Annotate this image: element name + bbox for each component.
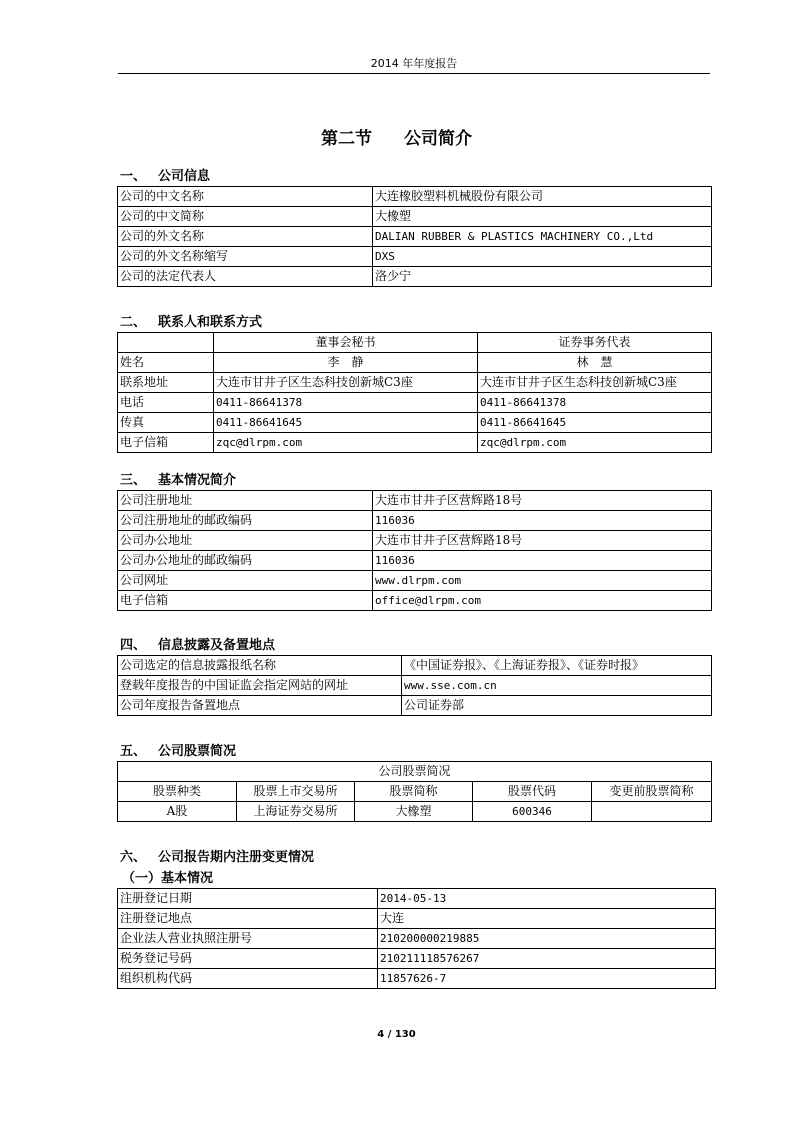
value-cell: 11857626-7 — [378, 969, 716, 989]
value-cell: 大连 — [378, 909, 716, 929]
header-cell: 股票种类 — [118, 782, 237, 802]
value-cell: A股 — [118, 802, 237, 822]
value-cell: 116036 — [373, 551, 712, 571]
table-row — [118, 511, 712, 531]
section-heading-basic-info — [120, 469, 236, 488]
value-cell: 210211118576267 — [378, 949, 716, 969]
table-row — [118, 591, 712, 611]
table-row — [118, 491, 712, 511]
table-row — [118, 949, 716, 969]
value-cell: 大连市甘井子区营辉路18号 — [373, 531, 712, 551]
label-cell: 税务登记号码 — [118, 949, 378, 969]
value-cell: 0411-86641645 — [214, 413, 478, 433]
value-cell: 2014-05-13 — [378, 889, 716, 909]
running-header: 2014 年年度报告 — [370, 57, 458, 70]
table-row — [118, 531, 712, 551]
label-cell: 公司的中文简称 — [118, 207, 373, 227]
section-number: 二、 — [120, 315, 147, 330]
table-row — [118, 393, 712, 413]
header-cell: 股票简称 — [355, 782, 473, 802]
value-cell: 《中国证券报》、《上海证券报》、《证券时报》 — [402, 656, 712, 676]
section-number: 一、 — [120, 169, 147, 184]
header-cell: 股票上市交易所 — [237, 782, 355, 802]
section-title: 信息披露及备置地点 — [158, 638, 276, 653]
label-cell: 公司办公地址的邮政编码 — [118, 551, 373, 571]
value-cell: 0411-86641378 — [214, 393, 478, 413]
table-row — [118, 373, 712, 393]
label-cell: 姓名 — [118, 353, 214, 373]
value-cell: DXS — [373, 247, 712, 267]
value-cell: 大连市甘井子区生态科技创新城C3座 — [478, 373, 712, 393]
table-row — [118, 969, 716, 989]
value-cell: 大连市甘井子区营辉路18号 — [373, 491, 712, 511]
header-cell: 变更前股票简称 — [592, 782, 712, 802]
section-title: 公司报告期内注册变更情况 — [158, 850, 315, 865]
table-header-row — [118, 782, 712, 802]
header-cell: 证券事务代表 — [478, 333, 712, 353]
section-heading-stock — [120, 740, 236, 759]
title-section-number: 第二节 — [321, 129, 372, 149]
section-number: 三、 — [120, 473, 147, 488]
value-cell: 大橡塑 — [355, 802, 473, 822]
section-heading-registration — [120, 846, 314, 865]
header-divider — [118, 73, 710, 74]
label-cell: 电话 — [118, 393, 214, 413]
value-cell: www.dlrpm.com — [373, 571, 712, 591]
section-number: 六、 — [120, 850, 147, 865]
label-cell: 传真 — [118, 413, 214, 433]
label-cell: 组织机构代码 — [118, 969, 378, 989]
label-cell: 公司办公地址 — [118, 531, 373, 551]
table-row — [118, 802, 712, 822]
table-row — [118, 433, 712, 453]
disclosure-table — [117, 655, 712, 716]
value-cell: 公司证券部 — [402, 696, 712, 716]
value-cell: 116036 — [373, 511, 712, 531]
value-cell: 大连市甘井子区生态科技创新城C3座 — [214, 373, 478, 393]
section-title: 公司股票简况 — [158, 744, 237, 759]
label-cell: 电子信箱 — [118, 591, 373, 611]
table-row — [118, 889, 716, 909]
section-number: 四、 — [120, 638, 147, 653]
value-cell — [592, 802, 712, 822]
registration-table — [117, 888, 716, 989]
label-cell: 公司注册地址的邮政编码 — [118, 511, 373, 531]
table-row — [118, 551, 712, 571]
table-row — [118, 207, 712, 227]
section-heading-company-info — [120, 165, 210, 184]
header-cell — [118, 333, 214, 353]
title-section-name: 公司简介 — [404, 129, 472, 149]
header-cell: 董事会秘书 — [214, 333, 478, 353]
section-heading-contacts — [120, 311, 262, 330]
header-cell: 股票代码 — [473, 782, 592, 802]
contacts-table — [117, 332, 712, 453]
value-cell: 大连橡胶塑料机械股份有限公司 — [373, 187, 712, 207]
table-row — [118, 187, 712, 207]
table-row — [118, 929, 716, 949]
page-title — [0, 124, 793, 149]
table-row — [118, 696, 712, 716]
label-cell: 公司年度报告备置地点 — [118, 696, 402, 716]
page-number: 4 / 130 — [377, 1029, 416, 1040]
company-info-table — [117, 186, 712, 287]
table-caption: 公司股票简况 — [118, 762, 712, 782]
table-header-row — [118, 333, 712, 353]
table-row — [118, 413, 712, 433]
label-cell: 公司网址 — [118, 571, 373, 591]
table-caption-row — [118, 762, 712, 782]
section-number: 五、 — [120, 744, 147, 759]
value-cell: 210200000219885 — [378, 929, 716, 949]
section-title: 公司信息 — [158, 169, 211, 184]
label-cell: 注册登记地点 — [118, 909, 378, 929]
table-row — [118, 571, 712, 591]
table-row — [118, 227, 712, 247]
value-cell: 0411-86641645 — [478, 413, 712, 433]
label-cell: 登载年度报告的中国证监会指定网站的网址 — [118, 676, 402, 696]
label-cell: 企业法人营业执照注册号 — [118, 929, 378, 949]
table-row — [118, 909, 716, 929]
value-cell: 大橡塑 — [373, 207, 712, 227]
table-row — [118, 656, 712, 676]
value-cell: zqc@dlrpm.com — [214, 433, 478, 453]
value-cell: zqc@dlrpm.com — [478, 433, 712, 453]
label-cell: 公司选定的信息披露报纸名称 — [118, 656, 402, 676]
label-cell: 电子信箱 — [118, 433, 214, 453]
value-cell: 林 慧 — [478, 353, 712, 373]
table-row — [118, 676, 712, 696]
table-row — [118, 267, 712, 287]
section-title: 基本情况简介 — [158, 473, 237, 488]
value-cell: 洛少宁 — [373, 267, 712, 287]
value-cell: 李 静 — [214, 353, 478, 373]
label-cell: 公司的中文名称 — [118, 187, 373, 207]
value-cell: office@dlrpm.com — [373, 591, 712, 611]
subsection-heading: （一）基本情况 — [122, 871, 214, 886]
value-cell: DALIAN RUBBER & PLASTICS MACHINERY CO.,Ltd — [373, 227, 712, 247]
table-row — [118, 353, 712, 373]
label-cell: 公司的法定代表人 — [118, 267, 373, 287]
label-cell: 公司的外文名称缩写 — [118, 247, 373, 267]
stock-table — [117, 761, 712, 822]
value-cell: www.sse.com.cn — [402, 676, 712, 696]
table-row — [118, 247, 712, 267]
label-cell: 公司注册地址 — [118, 491, 373, 511]
value-cell: 上海证券交易所 — [237, 802, 355, 822]
label-cell: 联系地址 — [118, 373, 214, 393]
value-cell: 0411-86641378 — [478, 393, 712, 413]
value-cell: 600346 — [473, 802, 592, 822]
basic-info-table — [117, 490, 712, 611]
label-cell: 公司的外文名称 — [118, 227, 373, 247]
section-title: 联系人和联系方式 — [158, 315, 263, 330]
section-heading-disclosure — [120, 634, 275, 653]
label-cell: 注册登记日期 — [118, 889, 378, 909]
